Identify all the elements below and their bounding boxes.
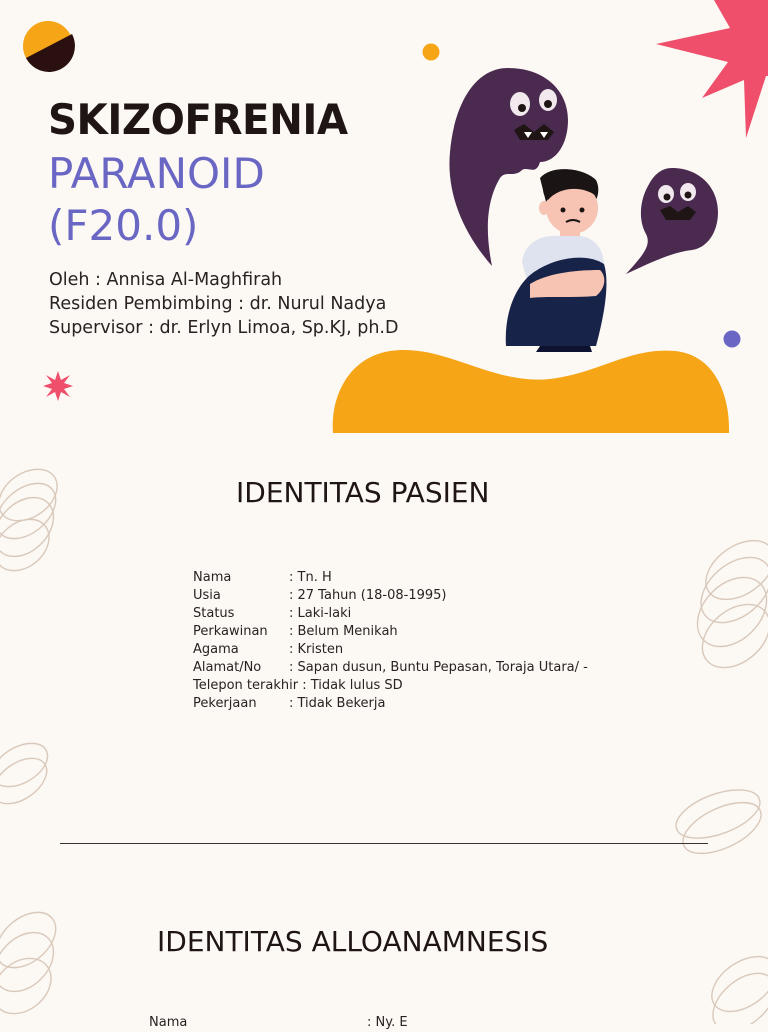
row-key: Perkawinan xyxy=(193,624,268,639)
sad-boy-illustration xyxy=(500,166,616,356)
row-value: : Ny. E xyxy=(367,1015,408,1030)
scribble-right-footer xyxy=(688,950,768,1024)
title-skizofrenia: SKIZOFRENIA xyxy=(48,95,348,144)
table-row xyxy=(193,659,588,677)
author-line: Oleh : Annisa Al-Maghfirah xyxy=(49,270,283,290)
row-value: : Kristen xyxy=(289,642,344,657)
row-key: Alamat/No xyxy=(193,660,262,675)
scribble-right-mid xyxy=(670,520,768,690)
title-paranoid-line: PARANOID xyxy=(48,149,265,198)
table-row xyxy=(193,605,588,623)
resident-line: Residen Pembimbing : dr. Nurul Nadya xyxy=(49,294,387,314)
row-value: : Tidak lulus SD xyxy=(302,678,403,693)
half-circle-icon xyxy=(20,18,76,74)
wave-blob xyxy=(330,345,732,435)
section-divider xyxy=(60,843,708,844)
scribble-left-bottom xyxy=(0,735,60,815)
row-combined xyxy=(193,677,588,695)
row-key: Pekerjaan xyxy=(193,696,257,711)
dot-orange xyxy=(421,42,441,62)
patient-identity-heading: IDENTITAS PASIEN xyxy=(236,476,490,509)
row-key: Telepon terakhir xyxy=(193,678,299,693)
table-row xyxy=(193,623,588,641)
alloanamnesis-heading: IDENTITAS ALLOANAMNESIS xyxy=(157,925,549,958)
table-row xyxy=(193,641,588,659)
row-key: Agama xyxy=(193,642,239,657)
table-row xyxy=(193,695,588,713)
title-paranoid xyxy=(48,148,265,252)
ghost-small-icon xyxy=(622,164,722,276)
row-value: : Laki-laki xyxy=(289,606,352,621)
scribble-left-footer xyxy=(0,900,70,1024)
sparkle-icon xyxy=(42,370,74,402)
row-key: Status xyxy=(193,606,235,621)
supervisor-line: Supervisor : dr. Erlyn Limoa, Sp.KJ, ph.D xyxy=(49,318,399,338)
patient-identity-table xyxy=(193,569,588,713)
row-key: Nama xyxy=(149,1015,188,1030)
alloanamnesis-row xyxy=(149,1014,408,1032)
table-row xyxy=(193,587,588,605)
row-value: : Belum Menikah xyxy=(289,624,398,639)
row-value: : 27 Tahun (18-08-1995) xyxy=(289,588,447,603)
scribble-left-top xyxy=(0,455,70,585)
row-value: : Sapan dusun, Buntu Pepasan, Toraja Utara/ - xyxy=(289,660,588,675)
row-key: Usia xyxy=(193,588,221,603)
author-block xyxy=(49,268,398,340)
table-row xyxy=(193,677,588,695)
row-key: Nama xyxy=(193,570,232,585)
row-value: : Tn. H xyxy=(289,570,332,585)
scribble-right-bottom xyxy=(648,780,768,860)
starburst-icon xyxy=(640,0,768,140)
table-row xyxy=(193,569,588,587)
title-code-line: (F20.0) xyxy=(48,201,199,250)
row-value: : Tidak Bekerja xyxy=(289,696,386,711)
